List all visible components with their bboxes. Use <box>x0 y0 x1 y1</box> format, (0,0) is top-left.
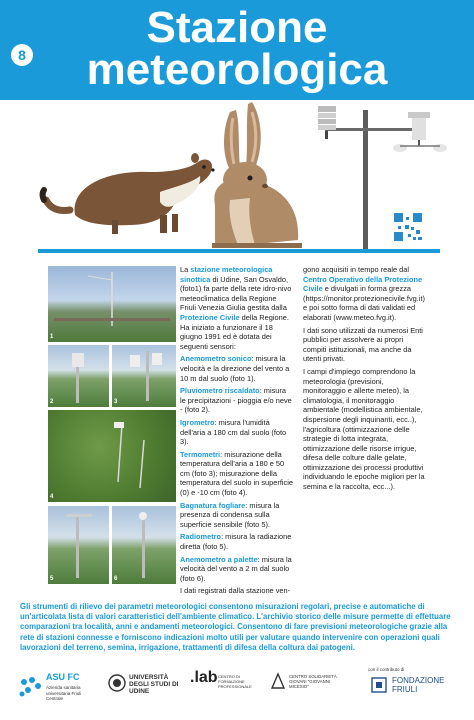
asufc-mark-icon <box>18 676 44 698</box>
title-line-2: meteorologica <box>86 45 388 94</box>
photo-number: 2 <box>50 399 54 405</box>
sensor-text: : misura l'umidità dell'aria a 180 cm dal suolo (foto 3). <box>180 417 287 447</box>
photo-1 <box>48 266 176 342</box>
text-column-1 <box>180 265 293 599</box>
sensor-igrometro <box>180 418 293 447</box>
data-paragraph-start: I dati registrati dalla stazione ven- <box>180 586 291 596</box>
photo-number: 5 <box>50 576 54 582</box>
photo-column <box>48 266 176 584</box>
text-span: gono acquisiti in tempo reale dal <box>303 265 409 274</box>
lab-subtitle: CENTRO DI FORMAZIONE PROFESSIONALE <box>218 674 252 689</box>
panel-number-badge: 8 <box>11 44 33 66</box>
photo-number: 6 <box>114 576 118 582</box>
fondazione-mark-icon <box>370 676 388 694</box>
uniud-seal-icon <box>108 674 126 692</box>
photo-number: 3 <box>114 399 118 405</box>
section-divider <box>38 249 440 253</box>
fondazione-name: FONDAZIONE FRIULI <box>392 676 445 694</box>
text-span: di Udine, San Osvaldo, (foto1) fa parte della rete idro-nivo meteoclimatica della Regione Friuli Venezia Giulia gestita dalla <box>180 274 292 313</box>
sensor-title: Bagnatura fogliare <box>180 500 246 510</box>
sensor-title: Termometri <box>180 449 221 459</box>
data-acquisition-paragraph <box>303 265 425 323</box>
sensor-radiometro <box>180 532 293 551</box>
sensor-text: : misura la velocità e la direzione del vento a 10 m dal suolo (foto 1). <box>180 354 290 383</box>
photo-6 <box>112 506 176 584</box>
asufc-name: ASU FC <box>46 672 80 682</box>
protezione-civile-link[interactable]: Protezione Civile <box>180 312 240 322</box>
text-span: della Regione. Ha iniziato a funzionare il 18 giugno 1991 ed è dotata dei seguenti sensori: <box>180 312 289 351</box>
illustration-animals-station <box>0 100 474 255</box>
photo-number: 4 <box>50 494 54 500</box>
lab-name: .lab <box>190 669 218 686</box>
contribution-label: con il contributo di <box>368 667 405 672</box>
sensor-anemometro-palette <box>180 555 293 584</box>
text-column-2 <box>303 265 425 495</box>
sensor-title: Igrometro <box>180 417 215 427</box>
weather-station-illustration <box>318 106 447 252</box>
photo-4 <box>48 410 176 502</box>
sensor-text: : misura le precipitazioni - pioggia e/o neve - (foto 2). <box>180 386 292 415</box>
logo-bar <box>0 664 474 720</box>
data-usage-paragraph: I dati sono utilizzati da numerosi Enti pubblici per assolvere ai propri compiti istituzionali, ma anche da utenti privati. <box>303 325 423 364</box>
photo-5 <box>48 506 109 584</box>
asufc-subtitle: Azienda sanitaria universitaria Friuli Centrale <box>46 685 82 701</box>
photo-2 <box>48 345 109 407</box>
sensor-text: : misura la radiazione diretta (foto 5). <box>180 532 292 552</box>
sensor-text: : misurazione della temperatura dell'aria a 180 e 50 cm (foto 3); misurazione della temperatura del suolo in superficie (0) e -10 cm (foto 4). <box>180 449 293 498</box>
station-link[interactable]: stazione meteorologica sinottica <box>180 265 273 284</box>
intro-paragraph <box>180 265 293 351</box>
sensor-title: Pluviometro riscaldato <box>180 386 260 396</box>
uniud-name: UNIVERSITÀ DEGLI STUDI DI UDINE <box>129 674 179 695</box>
title-line-1: Stazione <box>146 3 328 52</box>
sensor-pluviometro <box>180 386 293 415</box>
header-band <box>0 0 474 100</box>
sensor-bagnatura-fogliare <box>180 501 293 530</box>
sensor-title: Anemometro sonico <box>180 354 252 364</box>
csg-mark-icon <box>270 672 286 690</box>
text-span: e divulgati in forma grezza (https://monitor.protezionecivile.fvg.it) e poi sotto forma di dati validati ed elaborati (www.meteo.fvg.it). <box>303 284 425 322</box>
sensor-title: Anemometro a palette <box>180 554 258 564</box>
sensor-text: : misura la velocità del vento a 2 m dal suolo (foto 6). <box>180 554 292 583</box>
hare-illustration <box>212 102 302 248</box>
sensor-anemometro-sonico <box>180 354 293 383</box>
sensor-text: : misura la presenza di condensa sulla superficie sensibile (foto 5). <box>180 500 280 529</box>
csg-name: CENTRO SOLIDARIETÀ GIOVANI "GIOVANNI MICESIO" <box>289 674 337 690</box>
photo-number: 1 <box>50 334 54 340</box>
centro-operativo-link[interactable]: Centro Operativo della Protezione Civile <box>303 274 423 294</box>
weasel-illustration <box>43 153 215 234</box>
sensor-title: Radiometro <box>180 532 222 542</box>
photo-3 <box>112 345 176 407</box>
text-span: La <box>180 265 191 274</box>
application-fields-paragraph: I campi d'impiego comprendono la meteorologia (previsioni, monitoraggio e allerte meteo), la climatologia, il monitoraggio ambientale (modellistica ambientale, dispersione degli inquinanti, ecc..), l'agricoltura (ottimizzazione delle strategie di lotta integrata, ottimizzazione delle risorse irrigue, difesa delle colture dalle gelate, ottimizzazione dei processi produttivi individuando le epoche migliori per la semina e la raccolta, ecc...). <box>303 366 425 492</box>
footer-summary: Gli strumenti di rilievo dei parametri meteorologici consentono misurazioni regolari, precise e automatiche di un'articolata lista di valori caratteristici dell'ambiente climatico. L'archivio storico delle misure permette di effettuare comparazioni tra località, anni e andamenti meteorologici. Consentono di fare previsioni meteorologiche grazie alla rete di stazioni connesse e forniscono indicazioni molto utili per valutare quando intervenire con operazioni quali lavorazioni del terreno, semina, irrigazione, trattamenti di difesa della coltura dai patogeni. <box>20 602 451 652</box>
sensor-termometri <box>180 450 293 498</box>
